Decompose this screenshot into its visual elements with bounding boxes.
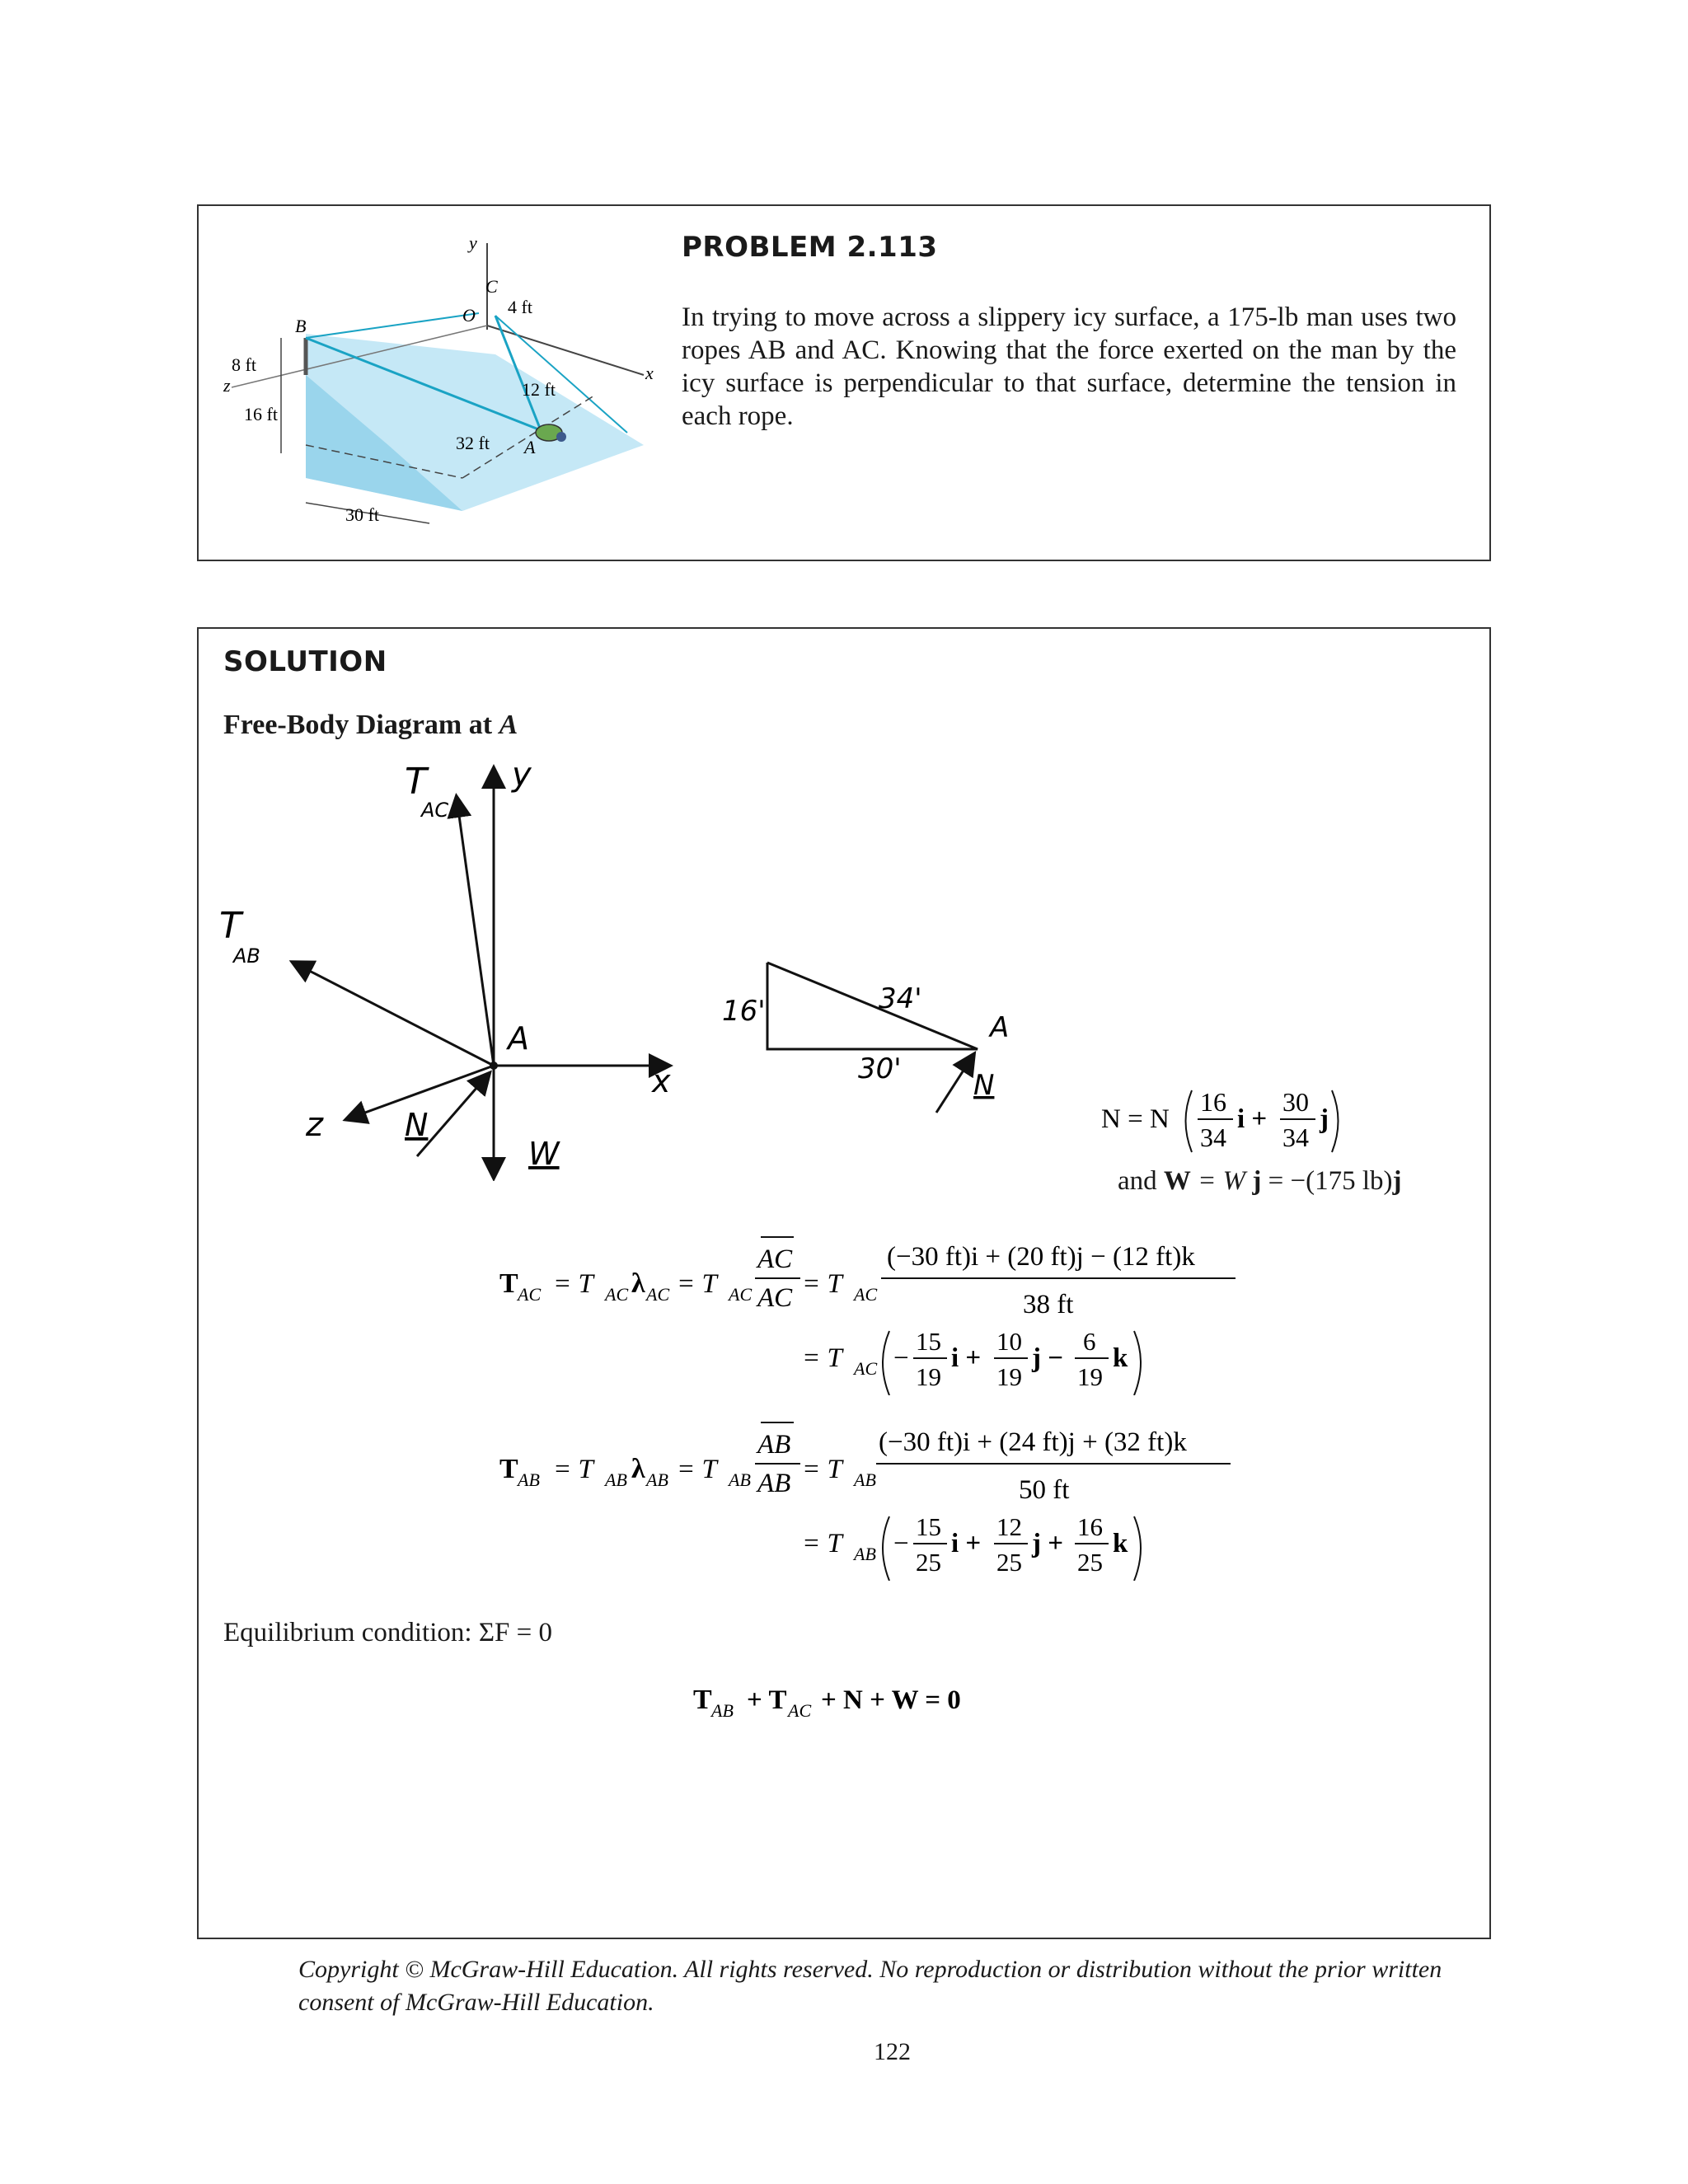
fbd-tac-arrow — [457, 798, 494, 1066]
tab-lhs-sub: AB — [518, 1469, 540, 1490]
w-eq-equals: = −(175 lb) — [1268, 1166, 1393, 1196]
fig-label-y: y — [469, 232, 477, 253]
n-eq-a-den: 34 — [1200, 1122, 1226, 1152]
fig-label-z: z — [223, 375, 231, 396]
equilibrium-condition — [223, 1618, 552, 1648]
fig-label-4ft: 4 ft — [508, 297, 532, 317]
equilibrium-sum: ΣF = 0 — [478, 1618, 552, 1647]
fig-label-x: x — [645, 363, 654, 383]
triangle-shape — [767, 963, 978, 1049]
solution-heading: SOLUTION — [223, 645, 387, 678]
man-head — [556, 432, 566, 442]
n-equation — [1097, 1074, 1361, 1165]
tab-c2-unit: j + — [1032, 1529, 1064, 1558]
tab-c3-den: 25 — [1077, 1548, 1103, 1577]
n-eq-b-den: 34 — [1282, 1122, 1309, 1152]
fig-label-a: A — [524, 437, 536, 457]
w-equation — [1118, 1166, 1402, 1197]
problem-text: In trying to move across a slippery icy surface, a 175-lb man uses two ropes AB and AC. Knowing that the force exerted on the man by the icy surface is perpendicular to that surface, determine the tension in each rope. — [682, 302, 1456, 431]
tab-c1-num: 15 — [916, 1512, 941, 1541]
tab-den: 50 ft — [1019, 1475, 1070, 1505]
fig-label-16ft: 16 ft — [244, 404, 278, 424]
tab-lambda-sub: AB — [646, 1469, 668, 1490]
tac-eq1-sub: AC — [605, 1284, 629, 1305]
n-eq-b-num: 30 — [1282, 1087, 1309, 1117]
triangle-label-34: 34' — [879, 982, 922, 1015]
n-eq-lhs: N = N — [1101, 1104, 1170, 1134]
fig-label-32ft: 32 ft — [456, 433, 490, 453]
triangle-label-16: 16' — [722, 995, 766, 1028]
tac-c1-den: 19 — [916, 1362, 941, 1391]
page-number: 122 — [874, 2038, 911, 2065]
tab-eq2-sub: AB — [729, 1469, 751, 1490]
tab-eq3: = T — [802, 1455, 842, 1484]
problem-box — [197, 204, 1491, 561]
tac-c2-unit: j − — [1032, 1343, 1064, 1373]
fig-label-12ft: 12 ft — [522, 379, 556, 400]
fig-label-8ft: 8 ft — [232, 354, 256, 375]
tac-den: 38 ft — [1023, 1290, 1074, 1319]
tac-eq3-sub: AC — [854, 1284, 878, 1305]
w-eq-rest: = W — [1198, 1166, 1246, 1196]
copyright-notice: Copyright © McGraw-Hill Education. All rights reserved. No reproduction or distribution without the prior written consent of McGraw-Hill Education. — [298, 1956, 1442, 2016]
tab-equation — [495, 1416, 1237, 1581]
problem-figure — [215, 231, 710, 544]
fbd-label-y: y — [512, 756, 532, 794]
tac-lhs: T — [499, 1268, 518, 1299]
tab-eq1-sub: AB — [605, 1469, 627, 1490]
fbd-label-a: A — [508, 1020, 529, 1057]
tac-lhs-sub: AC — [518, 1284, 542, 1305]
final-t1-sub: AB — [711, 1700, 734, 1721]
tab-c2-num: 12 — [996, 1512, 1022, 1541]
tac-c1-unit: i + — [951, 1343, 982, 1373]
tac-c2-den: 19 — [996, 1362, 1022, 1391]
final-t1: T — [693, 1685, 712, 1715]
w-eq-j2: j — [1392, 1166, 1402, 1196]
fbd-label-tac-sub: AC — [421, 799, 449, 822]
tac-lambda-sub: AC — [646, 1284, 670, 1305]
w-eq-j: j — [1252, 1166, 1262, 1196]
fig-label-30ft: 30 ft — [345, 504, 379, 525]
free-body-diagram — [215, 752, 677, 1181]
fbd-label-tab-sub: AB — [233, 944, 260, 968]
tab-vec-num: AB — [757, 1430, 791, 1460]
tab-eq2: = T — [677, 1455, 717, 1484]
tab-vec-den: AB — [757, 1469, 791, 1498]
fbd-label-z: z — [306, 1106, 323, 1144]
tac-num: (−30 ft)i + (20 ft)j − (12 ft)k — [887, 1242, 1195, 1272]
tac-eq2: = T — [677, 1269, 717, 1299]
tac-c3-num: 6 — [1083, 1327, 1096, 1356]
tab-lhs: T — [499, 1454, 518, 1484]
tab-c3-unit: k — [1113, 1529, 1128, 1558]
final-equation — [689, 1671, 1035, 1729]
n-eq-a-num: 16 — [1200, 1087, 1226, 1117]
tab-c1-unit: i + — [951, 1529, 982, 1558]
tab-c2-den: 25 — [996, 1548, 1022, 1577]
fbd-heading-point: A — [499, 710, 518, 740]
tac-c3-unit: k — [1113, 1343, 1128, 1373]
triangle-label-a: A — [990, 1011, 1010, 1044]
tab-line2-sub: AB — [854, 1544, 876, 1564]
triangle-n-arrow — [936, 1055, 973, 1113]
slope-triangle — [660, 954, 1072, 1152]
w-eq-w: W — [1163, 1166, 1191, 1196]
fbd-tab-arrow — [293, 963, 494, 1066]
triangle-label-n: N — [973, 1069, 995, 1102]
fbd-label-tac: T — [405, 761, 427, 803]
tac-lambda: λ — [631, 1268, 645, 1299]
tac-vec-num: AC — [757, 1244, 793, 1274]
fbd-point-a — [490, 1062, 498, 1070]
problem-title: PROBLEM 2.113 — [682, 231, 938, 264]
triangle-label-30: 30' — [858, 1052, 902, 1085]
tac-eq3: = T — [802, 1269, 842, 1299]
fbd-label-w: W — [528, 1136, 560, 1172]
tab-line2-eq: = T — [802, 1529, 842, 1558]
tac-line2-eq: = T — [802, 1343, 842, 1373]
fbd-heading-text: Free-Body Diagram at — [223, 710, 493, 740]
tab-num: (−30 ft)i + (24 ft)j + (32 ft)k — [879, 1427, 1187, 1457]
tab-c1-den: 25 — [916, 1548, 941, 1577]
tac-eq2-sub: AC — [729, 1284, 753, 1305]
fbd-label-tab: T — [219, 905, 241, 947]
tac-eq1: = T — [553, 1269, 593, 1299]
fig-label-b: B — [295, 316, 307, 336]
final-rest: + N + W = 0 — [821, 1685, 961, 1715]
tab-lambda: λ — [631, 1454, 645, 1484]
tac-vec-den: AC — [757, 1283, 793, 1313]
fbd-label-x: x — [652, 1063, 671, 1099]
tac-equation — [495, 1230, 1237, 1395]
fig-label-o: O — [462, 305, 476, 326]
equilibrium-label: Equilibrium condition: — [223, 1618, 472, 1647]
tab-c3-num: 16 — [1077, 1512, 1103, 1541]
tab-eq1: = T — [553, 1455, 593, 1484]
tac-line2-sub: AC — [854, 1358, 878, 1379]
fbd-label-n: N — [405, 1107, 429, 1143]
tab-c1-sign: − — [893, 1529, 909, 1558]
w-eq-and: and — [1118, 1166, 1157, 1196]
fbd-heading — [223, 710, 518, 741]
tac-c1-num: 15 — [916, 1327, 941, 1356]
final-plus1: + T — [747, 1685, 787, 1715]
tac-c2-num: 10 — [996, 1327, 1022, 1356]
tab-eq3-sub: AB — [854, 1469, 876, 1490]
final-t2-sub: AC — [788, 1700, 812, 1721]
tac-c1-sign: − — [893, 1343, 909, 1373]
fig-label-c: C — [485, 276, 498, 297]
tac-c3-den: 19 — [1077, 1362, 1103, 1391]
n-eq-j: j — [1320, 1104, 1329, 1134]
n-eq-i: i + — [1237, 1104, 1268, 1134]
solution-box — [197, 627, 1491, 1939]
